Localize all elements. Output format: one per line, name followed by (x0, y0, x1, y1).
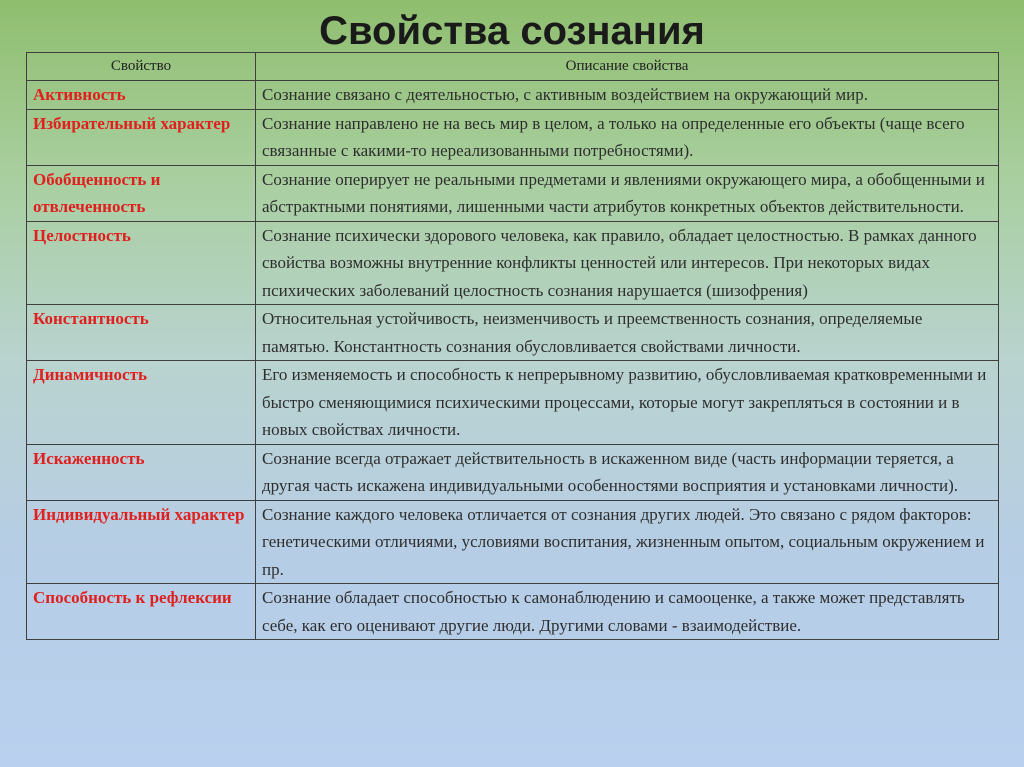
table-row (27, 584, 999, 640)
table-row (27, 305, 999, 361)
property-description: Сознание обладает способностью к самонаблюдению и самооценке, а также может представлять себе, как его оценивают другие люди. Другими словами - взаимодействие. (256, 584, 999, 640)
table-row (27, 500, 999, 584)
property-name: Динамичность (27, 361, 256, 445)
column-header-description: Описание свойства (256, 53, 999, 81)
table-header-row (27, 53, 999, 81)
property-description: Сознание направлено не на весь мир в целом, а только на определенные его объекты (чаще всего связанные с какими-то нереализованными потребностями). (256, 109, 999, 165)
property-name: Избирательный характер (27, 109, 256, 165)
property-description: Сознание связано с деятельностью, с активным воздействием на окружающий мир. (256, 81, 999, 110)
properties-table (26, 52, 999, 640)
table-row (27, 165, 999, 221)
property-name: Обобщенность и отвлеченность (27, 165, 256, 221)
table-row (27, 109, 999, 165)
property-name: Активность (27, 81, 256, 110)
page-title: Свойства сознания (319, 9, 705, 53)
table-row (27, 444, 999, 500)
property-description: Сознание оперирует не реальными предметами и явлениями окружающего мира, а обобщенными и абстрактными понятиями, лишенными части атрибутов конкретных объектов действительности. (256, 165, 999, 221)
property-name: Целостность (27, 221, 256, 305)
column-header-property: Свойство (27, 53, 256, 81)
property-description: Сознание всегда отражает действительность в искаженном виде (часть информации теряется, а другая часть искажена индивидуальными особенностями восприятия и установками личности). (256, 444, 999, 500)
property-name: Индивидуальный характер (27, 500, 256, 584)
property-name: Константность (27, 305, 256, 361)
property-name: Способность к рефлексии (27, 584, 256, 640)
table-row (27, 81, 999, 110)
property-description: Относительная устойчивость, неизменчивость и преемственность сознания, определяемые памятью. Константность сознания обусловливается свойствами личности. (256, 305, 999, 361)
property-description: Сознание психически здорового человека, как правило, обладает целостностью. В рамках данного свойства возможны внутренние конфликты ценностей или интересов. При некоторых видах психических заболеваний целостность сознания нарушается (шизофрения) (256, 221, 999, 305)
property-description: Его изменяемость и способность к непрерывному развитию, обусловливаемая кратковременными и быстро сменяющимися психическими процессами, которые могут закрепляться в состоянии и в новых свойствах личности. (256, 361, 999, 445)
table-row (27, 361, 999, 445)
property-name: Искаженность (27, 444, 256, 500)
property-description: Сознание каждого человека отличается от сознания других людей. Это связано с рядом факторов: генетическими отличиями, условиями воспитания, жизненным опытом, социальным окружением и пр. (256, 500, 999, 584)
table-row (27, 221, 999, 305)
